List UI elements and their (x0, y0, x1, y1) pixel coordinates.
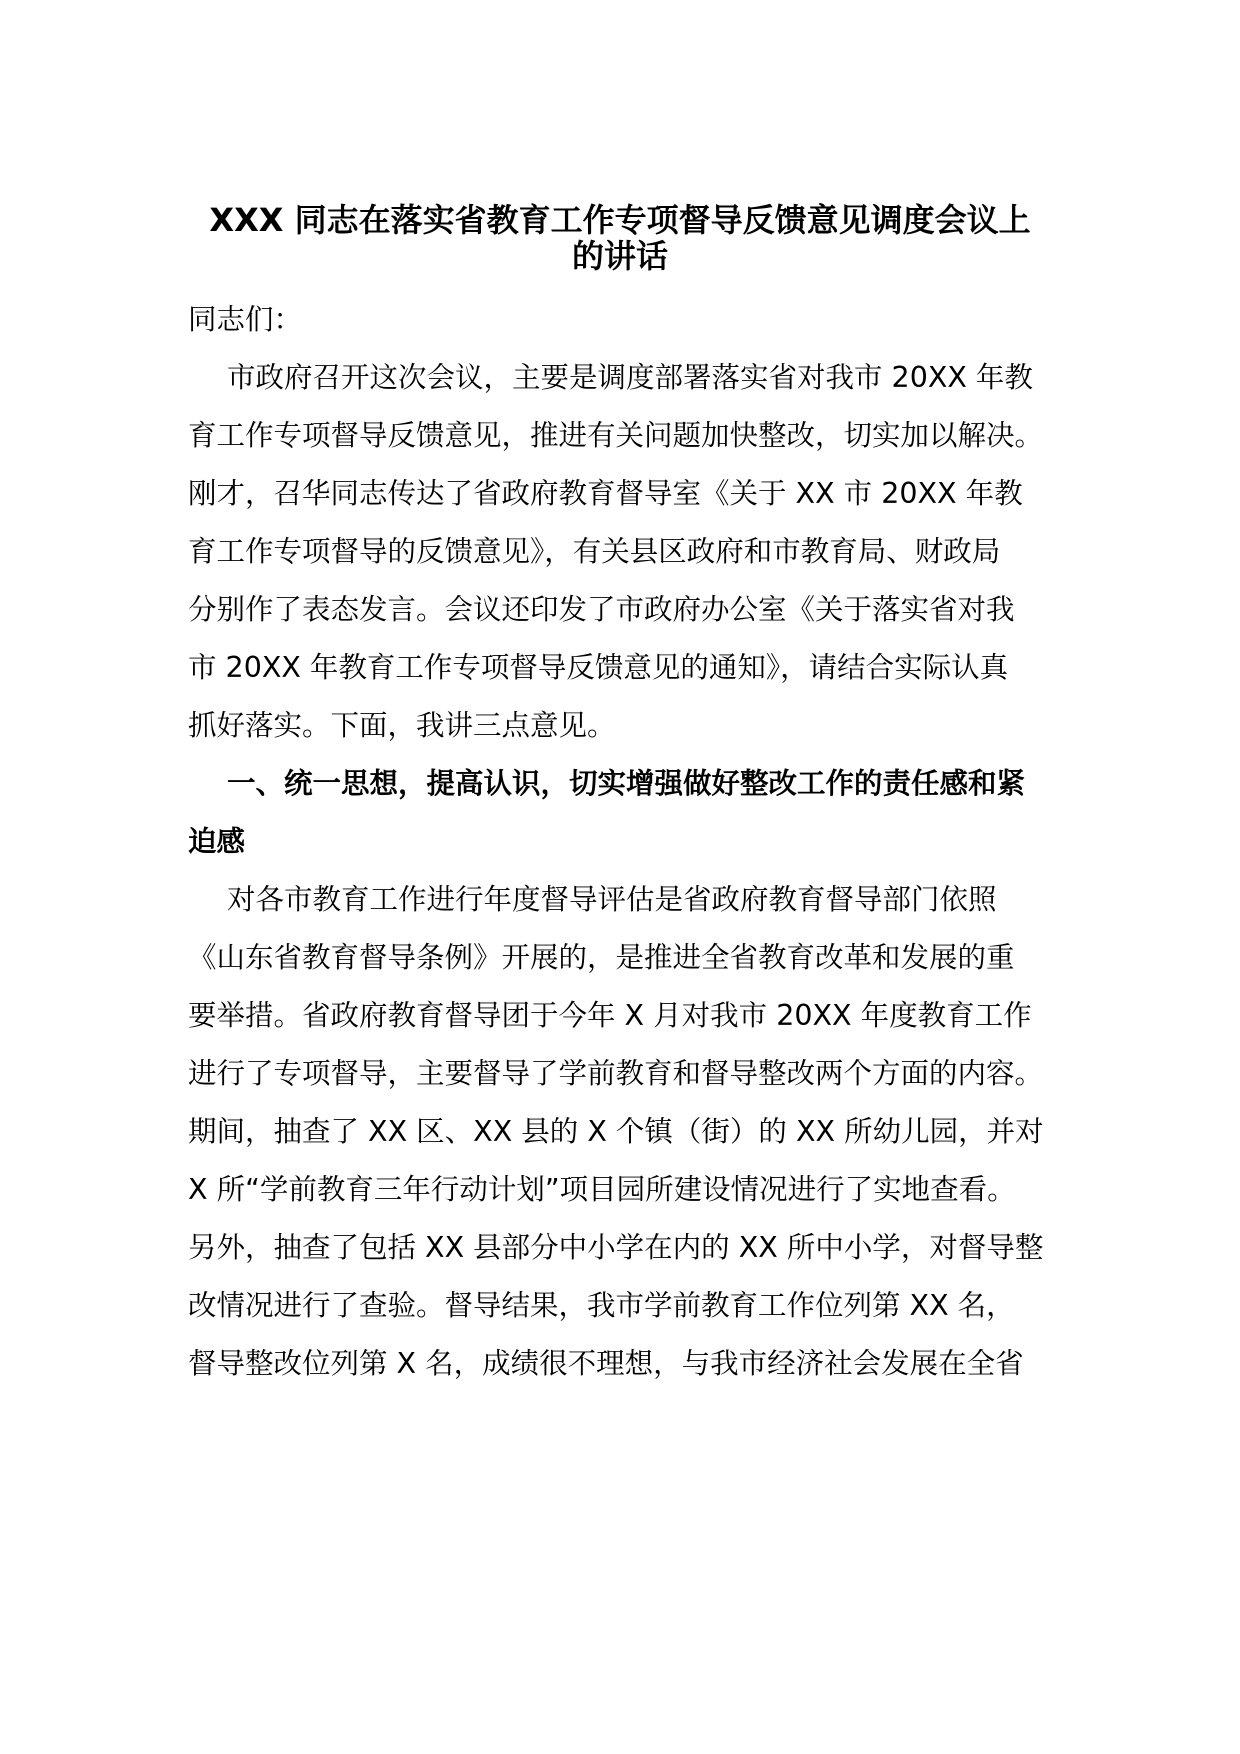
paragraph-1-line: 育工作专项督导反馈意见，推进有关问题加快整改，切实加以解决。 (188, 419, 1044, 452)
salutation: 同志们： (188, 303, 303, 336)
paragraph-2-line: 督导整改位列第 X 名，成绩很不理想，与我市经济社会发展在全省 (188, 1347, 1024, 1380)
section-heading-line-2: 迫感 (188, 825, 246, 858)
document-title-line-2: 的讲话 (571, 237, 668, 275)
section-heading-line-1: 一、统一思想，提高认识，切实增强做好整改工作的责任感和紧 (227, 767, 1026, 800)
paragraph-1-line: 分别作了表态发言。会议还印发了市政府办公室《关于落实省对我 (188, 593, 1015, 626)
paragraph-1-line: 市 20XX 年教育工作专项督导反馈意见的通知》，请结合实际认真 (188, 651, 1009, 684)
paragraph-1-line: 刚才，召华同志传达了省政府教育督导室《关于 XX 市 20XX 年教 (188, 477, 1023, 510)
paragraph-2-line: 进行了专项督导，主要督导了学前教育和督导整改两个方面的内容。 (188, 1057, 1044, 1090)
paragraph-1-line: 抓好落实。下面，我讲三点意见。 (188, 709, 616, 742)
paragraph-2-line: 改情况进行了查验。督导结果，我市学前教育工作位列第 XX 名， (188, 1289, 1015, 1322)
paragraph-2-line: 要举措。省政府教育督导团于今年 X 月对我市 20XX 年度教育工作 (188, 999, 1032, 1032)
paragraph-2-line: 另外，抽查了包括 XX 县部分中小学在内的 XX 所中小学，对督导整 (188, 1231, 1044, 1264)
paragraph-1-line: 育工作专项督导的反馈意见》，有关县区政府和市教育局、财政局 (188, 535, 1001, 568)
paragraph-2-line: 对各市教育工作进行年度督导评估是省政府教育督导部门依照 (227, 883, 997, 916)
paragraph-2-line: X 所“学前教育三年行动计划”项目园所建设情况进行了实地查看。 (188, 1173, 1016, 1206)
paragraph-2-line: 《山东省教育督导条例》开展的，是推进全省教育改革和发展的重 (188, 941, 1015, 974)
paragraph-2-line: 期间，抽查了 XX 区、XX 县的 X 个镇（街）的 XX 所幼儿园，并对 (188, 1115, 1044, 1148)
paragraph-1-line: 市政府召开这次会议，主要是调度部署落实省对我市 20XX 年教 (227, 361, 1033, 394)
document-title-line-1: XXX 同志在落实省教育工作专项督导反馈意见调度会议上 (209, 201, 1031, 239)
